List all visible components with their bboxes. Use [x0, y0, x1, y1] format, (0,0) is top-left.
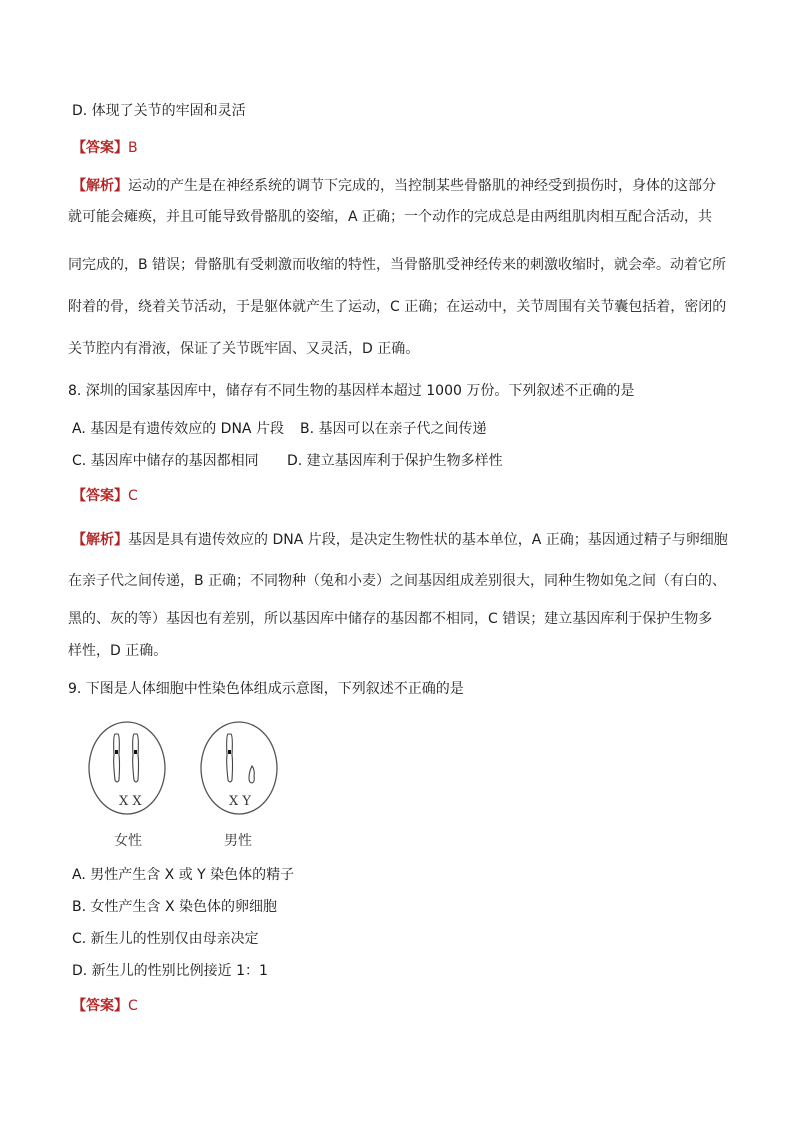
q7-explanation-line-2: 就可能会瘫痪，并且可能导致骨骼肌的姿缩，A 正确；一个动作的完成总是由两组肌肉相互配合活动，共	[68, 209, 713, 225]
q8-explanation-line-3: 黑的、灰的等）基因也有差别，所以基因库中储存的基因都不相同，C 错误；建立基因库利于保护生物多	[68, 611, 713, 627]
q8-explanation-line-4: 样性，D 正确。	[68, 643, 168, 659]
q9-option-d: D. 新生儿的性别比例接近 1：1	[72, 963, 268, 979]
male-x-chromosome	[227, 734, 233, 782]
q7-option-d: D. 体现了关节的牢固和灵活	[72, 103, 246, 119]
explanation-text: 运动的产生是在神经系统的调节下完成的，当控制某些骨骼肌的神经受到损伤时，身体的这部分	[128, 178, 716, 194]
female-chromosome-letters: X X	[119, 794, 142, 809]
answer-tag: 【答案】	[72, 998, 128, 1014]
q8-option-d: D. 建立基因库利于保护生物多样性	[287, 453, 503, 469]
female-label: 女性	[114, 833, 142, 849]
q7-explanation-line-4: 附着的骨，绕着关节活动，于是躯体就产生了运动，C 正确；在运动中，关节周围有关节囊包括着，密闭的	[68, 299, 727, 315]
q8-option-b: B. 基因可以在亲子代之间传递	[300, 421, 487, 437]
q8-explanation-line-1	[72, 530, 728, 550]
male-y-chromosome	[249, 766, 254, 783]
female-x-chromosome-2	[133, 734, 139, 782]
q7-explanation-line-3: 同完成的，B 错误；骨骼肌有受刺激而收缩的特性，当骨骼肌受神经传来的刺激收缩时，就会牵。动着它所	[68, 257, 727, 273]
chromosome-figure	[80, 710, 300, 860]
explanation-tag: 【解析】	[72, 532, 128, 548]
q9-option-b: B. 女性产生含 X 染色体的卵细胞	[72, 899, 277, 915]
q8-explanation-line-2: 在亲子代之间传递，B 正确；不同物种（兔和小麦）之间基因组成差别很大，同种生物如兔之间（有白的、	[68, 573, 727, 589]
explanation-tag: 【解析】	[72, 178, 128, 194]
answer-value: B	[128, 140, 138, 156]
q7-explanation-line-5: 关节腔内有滑液，保证了关节既牢固、又灵活，D 正确。	[68, 341, 420, 357]
answer-value: C	[128, 998, 138, 1014]
q8-answer	[72, 486, 138, 506]
q9-stem: 9. 下图是人体细胞中性染色体组成示意图，下列叙述不正确的是	[68, 681, 464, 697]
q9-option-a: A. 男性产生含 X 或 Y 染色体的精子	[72, 867, 295, 883]
explanation-text: 基因是具有遗传效应的 DNA 片段，是决定生物性状的基本单位，A 正确；基因通过精子与卵细胞	[128, 532, 728, 548]
q7-explanation-line-1	[72, 176, 716, 196]
q8-stem: 8. 深圳的国家基因库中，储存有不同生物的基因样本超过 1000 万份。下列叙述不正确的是	[68, 383, 635, 399]
answer-tag: 【答案】	[72, 488, 128, 504]
chromosome-diagram	[80, 710, 300, 820]
answer-tag: 【答案】	[72, 140, 128, 156]
male-label: 男性	[224, 833, 252, 849]
q8-option-c: C. 基因库中储存的基因都相同	[72, 453, 259, 469]
male-chromosome-letters: X Y	[229, 794, 251, 809]
female-x-chromosome-1	[114, 734, 120, 782]
q7-answer	[72, 138, 138, 158]
q8-option-a: A. 基因是有遗传效应的 DNA 片段	[72, 421, 284, 437]
q9-answer	[72, 996, 138, 1016]
q9-option-c: C. 新生儿的性别仅由母亲决定	[72, 931, 259, 947]
answer-value: C	[128, 488, 138, 504]
